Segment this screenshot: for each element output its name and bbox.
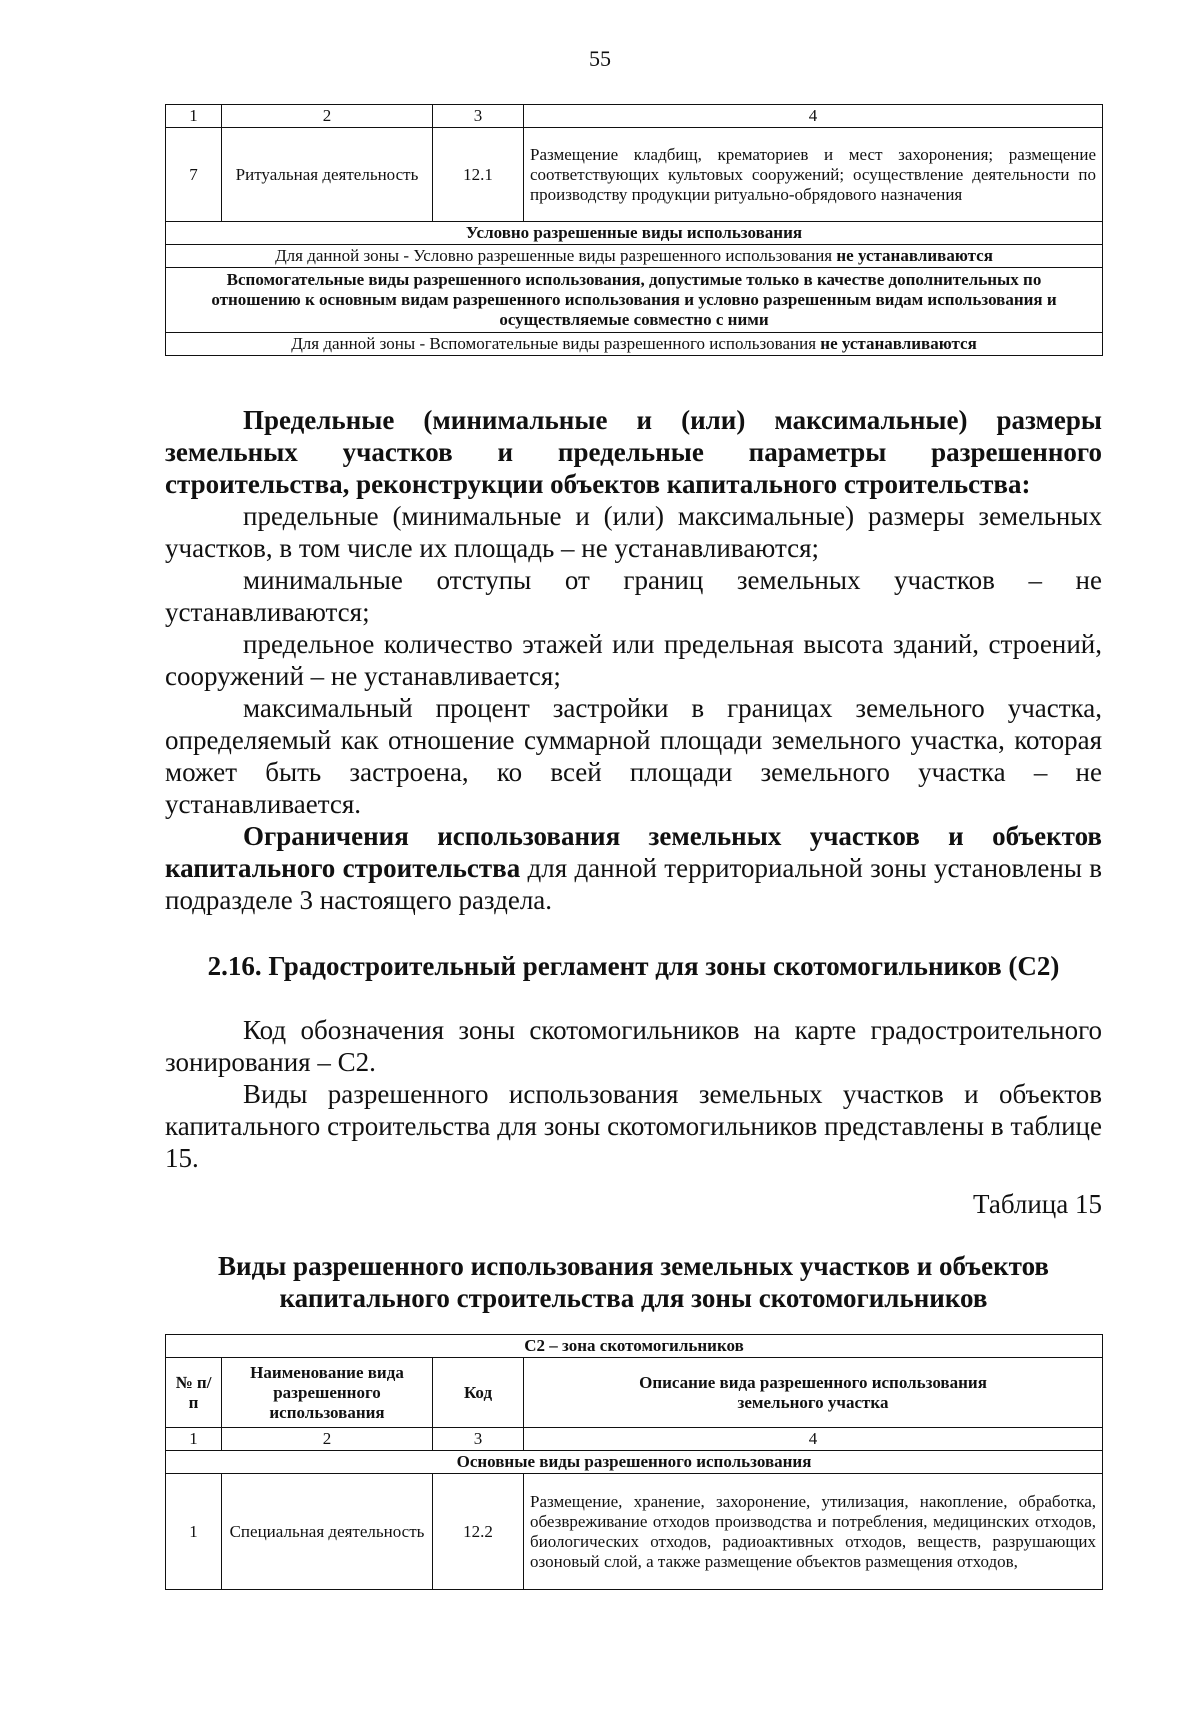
zone-code-paragraph: Код обозначения зоны скотомогильников на карте градостроительного зонирования – С2. — [165, 1015, 1102, 1077]
table-row — [166, 1474, 1103, 1590]
section-2-16 — [165, 950, 1102, 982]
main-uses-heading-row — [166, 1451, 1103, 1474]
note-bold-text: не устанавливаются — [820, 334, 977, 353]
col-header-description: Описание вида разрешенного использования земельного участка — [524, 1358, 1103, 1428]
permitted-uses-table-continued — [165, 104, 1103, 356]
limits-item: предельное количество этажей или предельная высота зданий, строений, сооружений – не устанавливается; — [165, 629, 1102, 691]
limits-item: минимальные отступы от границ земельных участков – не устанавливаются; — [165, 565, 1102, 627]
conditional-uses-heading: Условно разрешенные виды использования — [166, 222, 1103, 245]
auxiliary-note-row — [166, 333, 1103, 356]
table-header-numbers-row — [166, 1428, 1103, 1451]
restrictions-paragraph — [165, 820, 1102, 916]
header-num-cell: 1 — [166, 1428, 222, 1451]
auxiliary-uses-note — [166, 333, 1103, 356]
header-num-cell: 4 — [524, 1428, 1103, 1451]
table-label: Таблица 15 — [973, 1189, 1102, 1219]
restrictions-bold: Ограничения использования земельных участков и объектов капитального строительства — [165, 821, 1102, 883]
col-header-name: Наименование вида разрешенного использования — [222, 1358, 433, 1428]
table-row — [166, 128, 1103, 222]
auxiliary-heading-row — [166, 268, 1103, 333]
note-bold-text: не устанавливаются — [836, 246, 993, 265]
table-header-numbers-row — [166, 105, 1103, 128]
note-text: Для данной зоны - Условно разрешенные виды разрешенного использования — [275, 246, 837, 265]
zone-title-row — [166, 1335, 1103, 1358]
use-name-cell: Специальная деятельность — [222, 1474, 433, 1590]
conditional-note-row — [166, 245, 1103, 268]
limits-heading: Предельные (минимальные и (или) максимальные) размеры земельных участков и предельные параметры разрешенного строительства, реконструкции объектов капитального строительства: — [165, 405, 1102, 499]
main-uses-heading: Основные виды разрешенного использования — [166, 1451, 1103, 1474]
limits-item: максимальный процент застройки в границах земельного участка, определяемый как отношение суммарной площади земельного участка, которая может быть застроена, ко всей площади земельного участка – не устанавливается. — [165, 693, 1102, 819]
column-header-row — [166, 1358, 1103, 1428]
section-title: 2.16. Градостроительный регламент для зоны скотомогильников (С2) — [207, 951, 1060, 981]
conditional-uses-note — [166, 245, 1103, 268]
use-description-cell: Размещение, хранение, захоронение, утилизация, накопление, обработка, обезвреживание отходов производства и потребления, медицинских отходов, биологических отходов, радиоактивных отходов, веществ, разрушающих озоновый слой, а также размещение объектов размещения отходов, — [524, 1474, 1103, 1590]
permitted-uses-table-15 — [165, 1334, 1103, 1590]
header-num-cell: 3 — [433, 1428, 524, 1451]
section-body — [165, 1014, 1102, 1314]
col-header-number: № п/п — [166, 1358, 222, 1428]
header-num-cell: 2 — [222, 1428, 433, 1451]
use-name-cell: Ритуальная деятельность — [222, 128, 433, 222]
uses-paragraph: Виды разрешенного использования земельных участков и объектов капитального строительства для зоны скотомогильников представлены в таблице 15. — [165, 1079, 1102, 1173]
use-description-cell: Размещение кладбищ, крематориев и мест захоронения; размещение соответствующих культовых сооружений; осуществление деятельности по производству продукции ритуально-обрядового назначения — [524, 128, 1103, 222]
restrictions-text: для данной территориальной зоны установлены в подразделе 3 настоящего раздела. — [165, 853, 1102, 915]
col-header-code: Код — [433, 1358, 524, 1428]
header-num-cell: 3 — [433, 105, 524, 128]
auxiliary-uses-heading: Вспомогательные виды разрешенного использования, допустимые только в качестве дополнительных по отношению к основным видам разрешенного использования и условно разрешенным видам использования и осуществляемые совместно с ними — [166, 268, 1103, 333]
use-code-cell: 12.1 — [433, 128, 524, 222]
header-num-cell: 1 — [166, 105, 222, 128]
conditional-heading-row — [166, 222, 1103, 245]
row-number-cell: 7 — [166, 128, 222, 222]
table-title: Виды разрешенного использования земельных участков и объектов капитального строительства для зоны скотомогильников — [218, 1251, 1049, 1313]
header-num-cell: 2 — [222, 105, 433, 128]
limits-section — [165, 404, 1102, 916]
note-text: Для данной зоны - Вспомогательные виды разрешенного использования — [291, 334, 821, 353]
header-num-cell: 4 — [524, 105, 1103, 128]
limits-item: предельные (минимальные и (или) максимальные) размеры земельных участков, в том числе их площадь – не устанавливаются; — [165, 501, 1102, 563]
use-code-cell: 12.2 — [433, 1474, 524, 1590]
page-number: 55 — [589, 46, 611, 71]
zone-title: С2 – зона скотомогильников — [166, 1335, 1103, 1358]
row-number-cell: 1 — [166, 1474, 222, 1590]
